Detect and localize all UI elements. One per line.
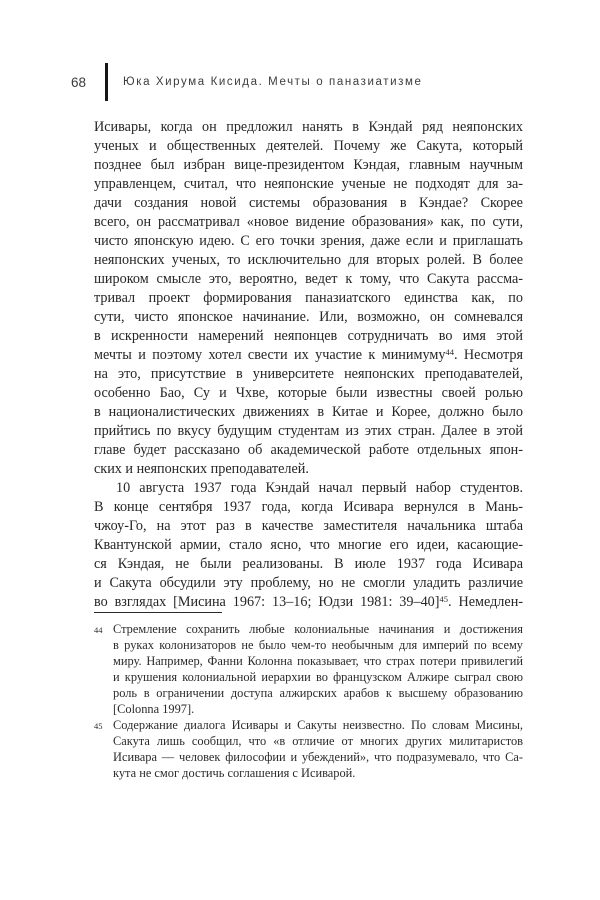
body-line: В конце сентября 1937 года, когда Исивара вернулся в Мань-: [94, 499, 523, 515]
body-line: ученых и общественных деятелей. Почему же Сакута, который: [94, 138, 523, 154]
footnote-line: в руках колонизаторов не было чем-то необычным для империй по всему: [113, 638, 523, 652]
body-line: главе будет рассказано об академической работе отдельных япон-: [94, 442, 523, 458]
header-divider: [105, 63, 108, 101]
footnote-line: роль в ограничении доступа алжирских арабов к высшему образованию: [113, 686, 523, 700]
footnote-number: 44: [94, 625, 103, 635]
body-line: управленцем, считал, что неяпонские ученые не подходят для за-: [94, 176, 523, 192]
body-text: [94, 118, 523, 612]
footnote-line: Содержание диалога Исивары и Сакуты неизвестно. По словам Мисины,: [113, 718, 523, 732]
footnote-line: Сакута лишь сообщил, что «в отличие от многих других милитаристов: [113, 734, 523, 748]
body-line: неяпонских ученых, то исключительно для вторых ролей. В более: [94, 252, 523, 268]
body-line: ся Кэндая, не были реализованы. В июле 1937 года Исивара: [94, 556, 523, 572]
body-line: сути, чисто японское начинание. Или, возможно, он сомневался: [94, 309, 523, 325]
footnote: [94, 717, 523, 781]
footnote-marker: 45: [439, 593, 448, 604]
footnotes: [94, 621, 523, 781]
running-header: [71, 62, 423, 102]
footnote-marker: 44: [445, 346, 454, 357]
body-line: всего, он рассматривал «новое видение образования» как, по сути,: [94, 214, 523, 230]
body-line: широком смысле это, вероятно, ведет к тому, что Сакута рассма-: [94, 271, 523, 287]
body-line: 10 августа 1937 года Кэндай начал первый набор студентов.: [116, 480, 523, 496]
body-line: чисто японскую идею. С его точки зрения, даже если и приглашать: [94, 233, 523, 249]
body-line: ских и неяпонских преподавателей.: [94, 461, 309, 477]
body-line: в националистических движениях в Китае и Корее, должно было: [94, 404, 523, 420]
page-number: 68: [71, 74, 87, 90]
footnote-separator: [94, 612, 222, 613]
footnote-line: Стремление сохранить любые колониальные начинания и достижения: [113, 622, 523, 636]
body-line: в искренности намерений неяпонцев сотрудничать во имя этой: [94, 328, 523, 344]
body-line: во взглядах [Мисина 1967: 13–16; Юдзи 1981: 39–40]$^{45}$. Немедлен-: [94, 593, 523, 610]
body-line: позднее был избран вице-президентом Кэндая, главным научным: [94, 157, 523, 173]
footnote-line: миру. Например, Фанни Колонна показывает, что страх потери привилегий: [113, 654, 523, 668]
body-line: Квантунской армии, стало ясно, что многие его идеи, касающие-: [94, 537, 523, 553]
footnote-line: Исивара — человек философии и убеждений», что подразумевало, что Са-: [113, 750, 523, 764]
body-line: особенно Бао, Су и Чхве, которые были известны своей ролью: [94, 385, 523, 401]
footnote-line: кута не смог достичь соглашения с Исиварой.: [113, 766, 356, 780]
footnote: [94, 621, 523, 717]
body-line: прийтись по вкусу будущим студентам из этих стран. Далее в этой: [94, 423, 523, 439]
body-line: тривал проект формирования паназиатского единства как, по: [94, 290, 523, 306]
footnote-line: и крушения колониальной иерархии во французском Алжире сыграл свою: [113, 670, 523, 684]
body-line: Исивары, когда он предложил нанять в Кэндай ряд неяпонских: [94, 119, 523, 135]
footnote-number: 45: [94, 721, 103, 731]
body-line: и Сакута обсудили эту проблему, но не смогли уладить различие: [94, 575, 523, 591]
body-line: на это, присутствие в университете неяпонских преподавателей,: [94, 366, 523, 382]
footnote-line: [Colonna 1997].: [113, 702, 195, 716]
body-line: мечты и поэтому хотел свести их участие к минимуму$^{44}$. Несмотря: [94, 346, 523, 363]
body-line: чжоу-Го, на этот раз в качестве заместителя начальника штаба: [94, 518, 523, 534]
running-title: Юка Хирума Кисида. Мечты о паназиатизме: [123, 76, 423, 88]
body-line: дачи создания новой системы образования в Кэндае? Скорее: [94, 195, 523, 211]
